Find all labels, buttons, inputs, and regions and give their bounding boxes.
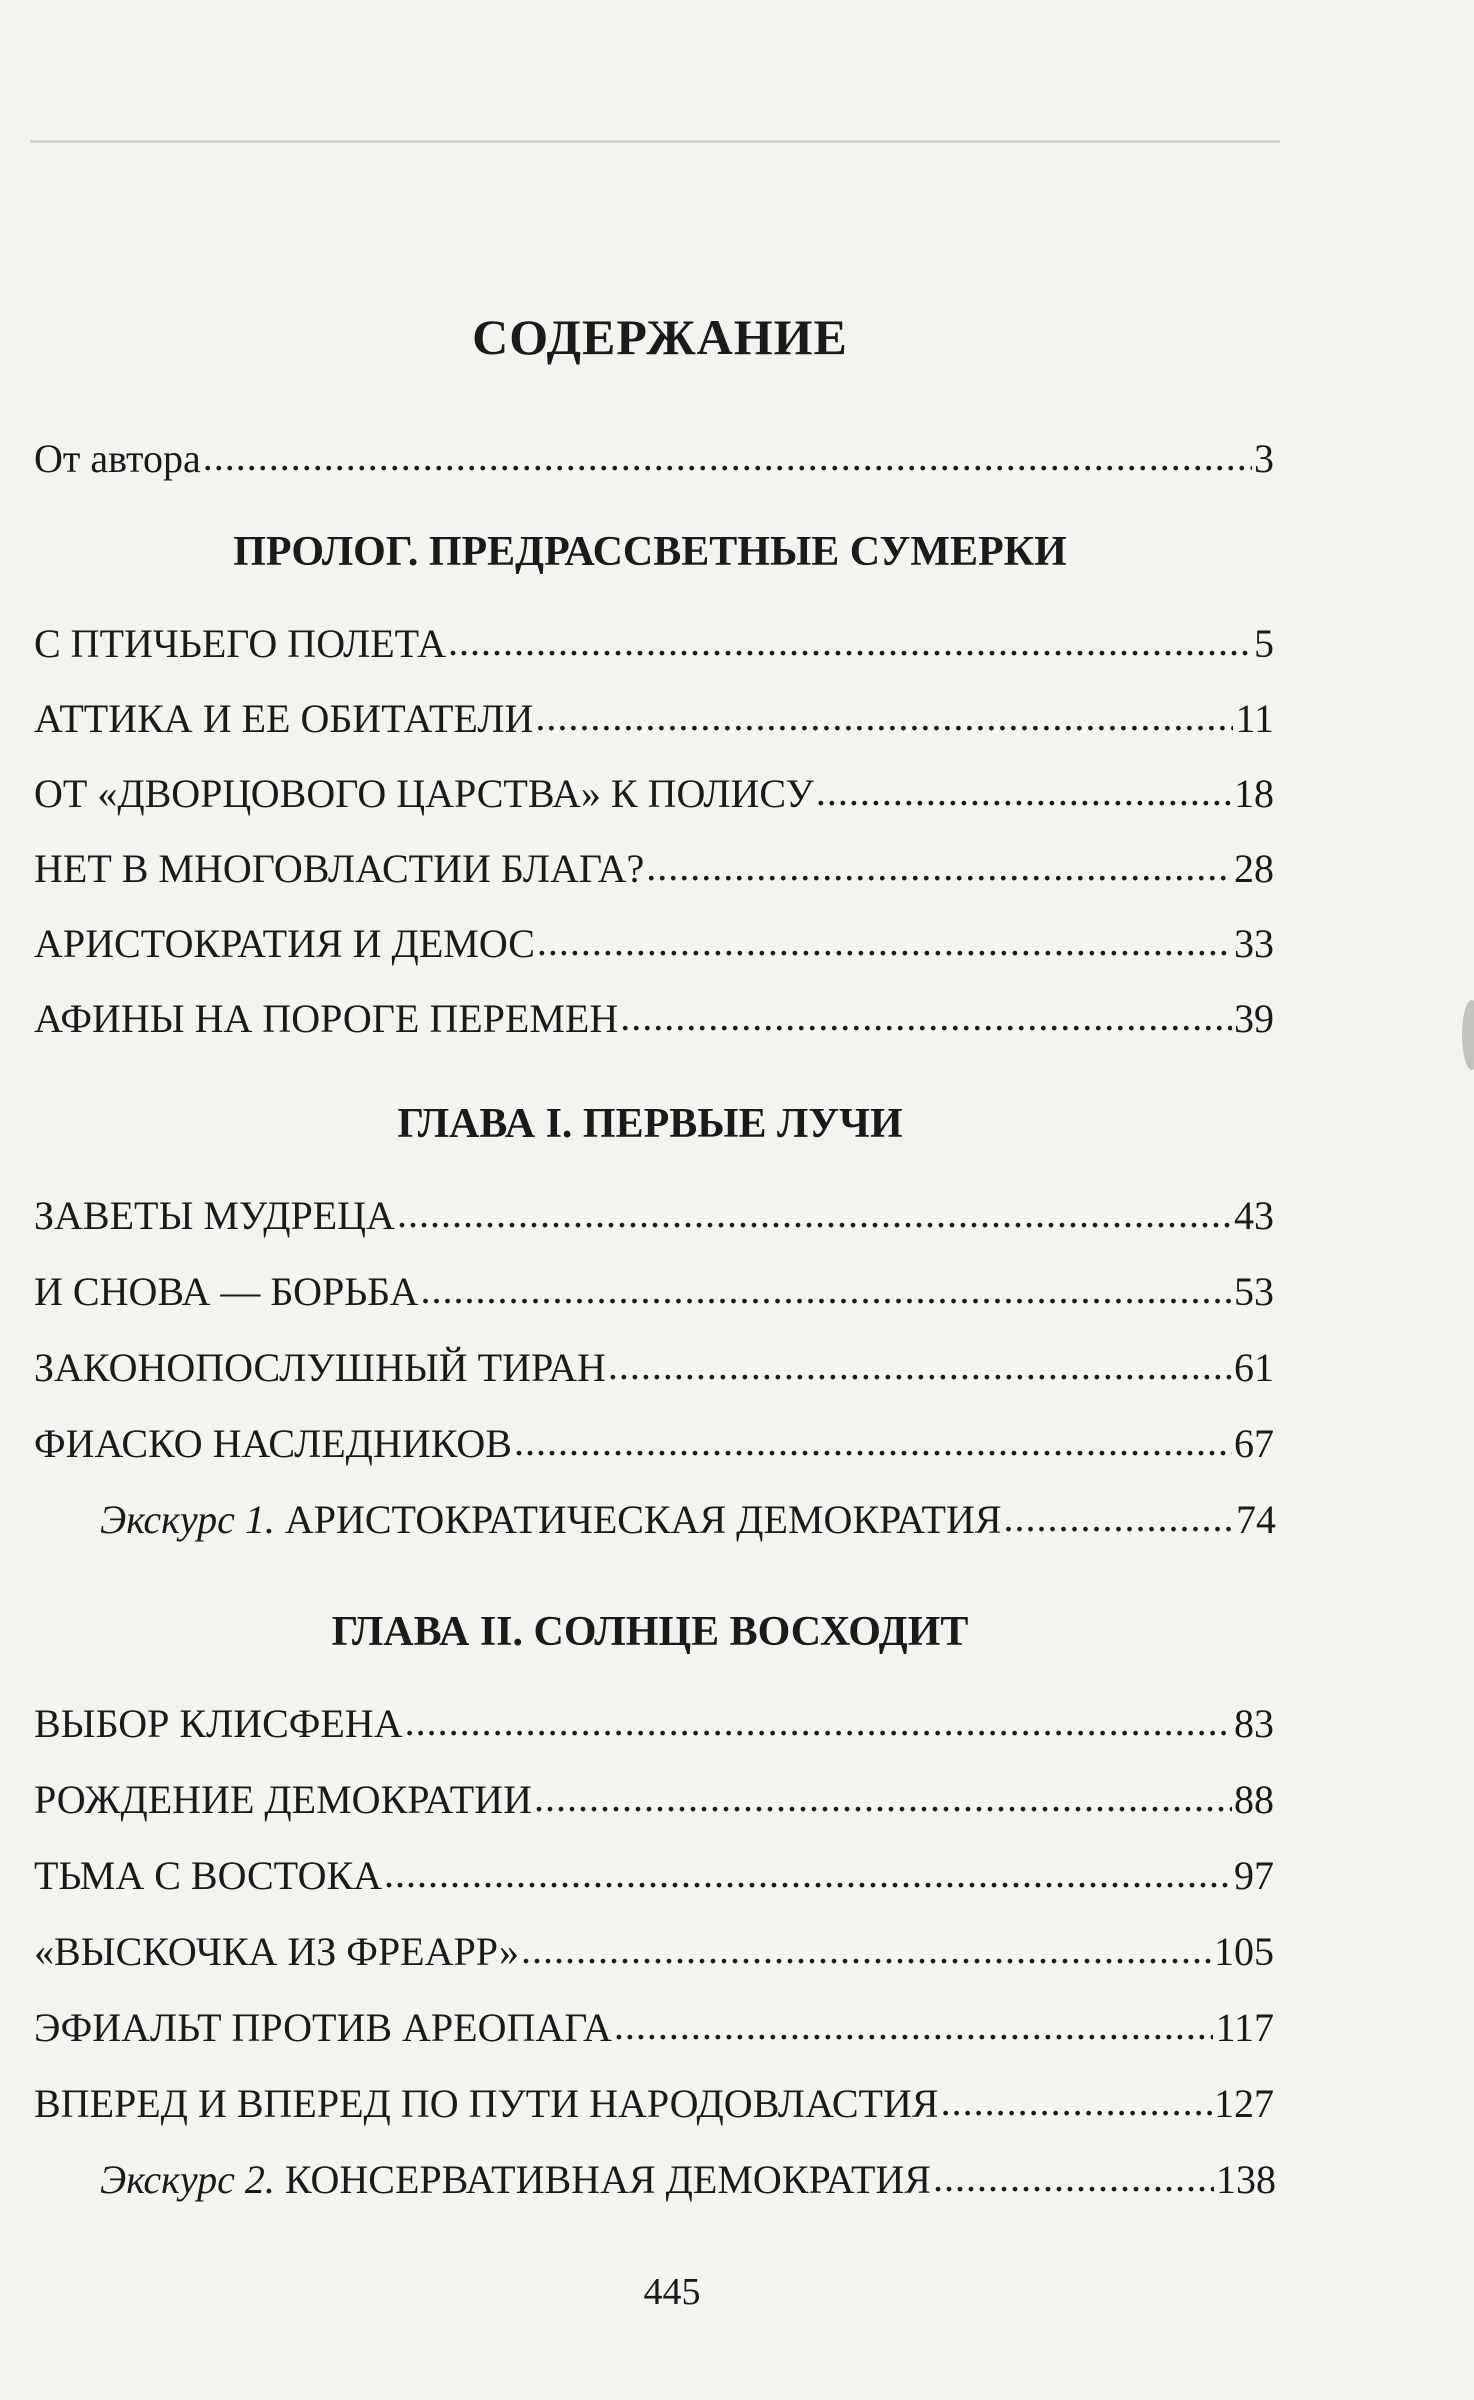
toc-entry[interactable] [34,1268,1274,1315]
toc-entry[interactable] [34,995,1274,1042]
leader-dots [397,1190,1232,1237]
excursus-title: КОНСЕРВАТИВНАЯ ДЕМОКРАТИЯ [284,2157,931,2202]
toc-entry-page: 39 [1234,996,1274,1041]
excursus-prefix: Экскурс 1. [100,1497,275,1542]
toc-entry[interactable] [34,1192,1274,1239]
leader-dots [816,768,1232,815]
toc-entry[interactable] [34,620,1274,667]
section-heading-chapter-1: ГЛАВА I. ПЕРВЫЕ ЛУЧИ [397,1101,903,1147]
leader-dots [521,1926,1212,1973]
leader-dots [535,693,1233,740]
toc-entry-page: 33 [1234,921,1274,966]
toc-entry-label: АРИСТОКРАТИЯ И ДЕМОС [34,921,535,966]
toc-entry-label: ЭФИАЛЬТ ПРОТИВ АРЕОПАГА [34,2005,612,2050]
leader-dots [1004,1494,1234,1541]
toc-entry-excursus[interactable] [100,1496,1276,1543]
leader-dots [384,1850,1232,1897]
toc-entry-label: АФИНЫ НА ПОРОГЕ ПЕРЕМЕН [34,996,619,1041]
toc-entry-excursus[interactable] [100,2156,1276,2203]
toc-entry-page: 88 [1234,1777,1274,1822]
section-heading-prologue: ПРОЛОГ. ПРЕДРАССВЕТНЫЕ СУМЕРКИ [233,529,1067,575]
leader-dots [646,843,1232,890]
bleed-through-rule [30,140,1280,143]
toc-entry-label: НЕТ В МНОГОВЛАСТИИ БЛАГА? [34,846,645,891]
excursus-title: АРИСТОКРАТИЧЕСКАЯ ДЕМОКРАТИЯ [284,1497,1002,1542]
toc-entry-page: 105 [1214,1929,1274,1974]
page-edge-mark-icon [1444,990,1474,1080]
toc-entry-page: 117 [1215,2005,1274,2050]
section-heading-chapter-2: ГЛАВА II. СОЛНЦЕ ВОСХОДИТ [331,1609,969,1655]
toc-entry-page: 3 [1254,436,1274,481]
toc-entry-label: ЗАВЕТЫ МУДРЕЦА [34,1193,395,1238]
toc-entry[interactable] [34,1344,1274,1391]
leader-dots [933,2154,1214,2201]
leader-dots [620,993,1232,1040]
toc-entry[interactable] [34,2080,1274,2127]
toc-entry-label: «ВЫСКОЧКА ИЗ ФРЕАРР» [34,1929,519,1974]
toc-entry-page: 127 [1214,2081,1274,2126]
toc-entry-page: 53 [1234,1269,1274,1314]
leader-dots [421,1266,1232,1313]
toc-entry-label: ОТ «ДВОРЦОВОГО ЦАРСТВА» К ПОЛИСУ [34,771,814,816]
toc-entry[interactable] [34,1420,1274,1467]
leader-dots [941,2078,1212,2125]
leader-dots [448,618,1252,665]
toc-entry-label: ФИАСКО НАСЛЕДНИКОВ [34,1421,512,1466]
toc-entry-page: 61 [1234,1345,1274,1390]
toc-entry-page: 28 [1234,846,1274,891]
toc-entry[interactable] [34,1700,1274,1747]
toc-entry-label [100,1496,1002,1543]
toc-entry-label: ТЬМА С ВОСТОКА [34,1853,383,1898]
leader-dots [537,918,1232,965]
leader-dots [203,433,1252,480]
toc-entry-label: ВПЕРЕД И ВПЕРЕД ПО ПУТИ НАРОДОВЛАСТИЯ [34,2081,939,2126]
toc-entry[interactable] [34,845,1274,892]
leader-dots [534,1774,1232,1821]
toc-entry-page: 11 [1235,696,1274,741]
toc-entry[interactable] [34,920,1274,967]
footer-page-number: 445 [643,2271,701,2313]
toc-entry-page: 67 [1234,1421,1274,1466]
toc-entry-label: С ПТИЧЬЕГО ПОЛЕТА [34,621,446,666]
leader-dots [514,1418,1232,1465]
leader-dots [405,1698,1232,1745]
toc-entry-page: 138 [1216,2157,1276,2202]
page-title: СОДЕРЖАНИЕ [472,309,848,365]
toc-entry[interactable] [34,2004,1274,2051]
excursus-prefix: Экскурс 2. [100,2157,275,2202]
toc-entry-label: ВЫБОР КЛИСФЕНА [34,1701,403,1746]
toc-entry[interactable] [34,1776,1274,1823]
toc-entry[interactable] [34,770,1274,817]
leader-dots [614,2002,1214,2049]
toc-entry-label: От автора [34,436,201,481]
toc-entry-page: 83 [1234,1701,1274,1746]
toc-entry[interactable] [34,1852,1274,1899]
toc-entry-page: 74 [1236,1497,1276,1542]
toc-entry-page: 18 [1234,771,1274,816]
toc-entry-page: 5 [1254,621,1274,666]
toc-entry-label: РОЖДЕНИЕ ДЕМОКРАТИИ [34,1777,532,1822]
toc-entry[interactable] [34,1928,1274,1975]
toc-entry-label [100,2156,931,2203]
toc-entry-page: 43 [1234,1193,1274,1238]
toc-entry[interactable] [34,695,1274,742]
toc-entry-label: И СНОВА — БОРЬБА [34,1269,419,1314]
leader-dots [608,1342,1232,1389]
toc-entry-label: ЗАКОНОПОСЛУШНЫЙ ТИРАН [34,1345,606,1390]
toc-entry-label: АТТИКА И ЕЕ ОБИТАТЕЛИ [34,696,534,741]
toc-entry-author-note[interactable] [34,435,1274,482]
toc-entry-page: 97 [1234,1853,1274,1898]
